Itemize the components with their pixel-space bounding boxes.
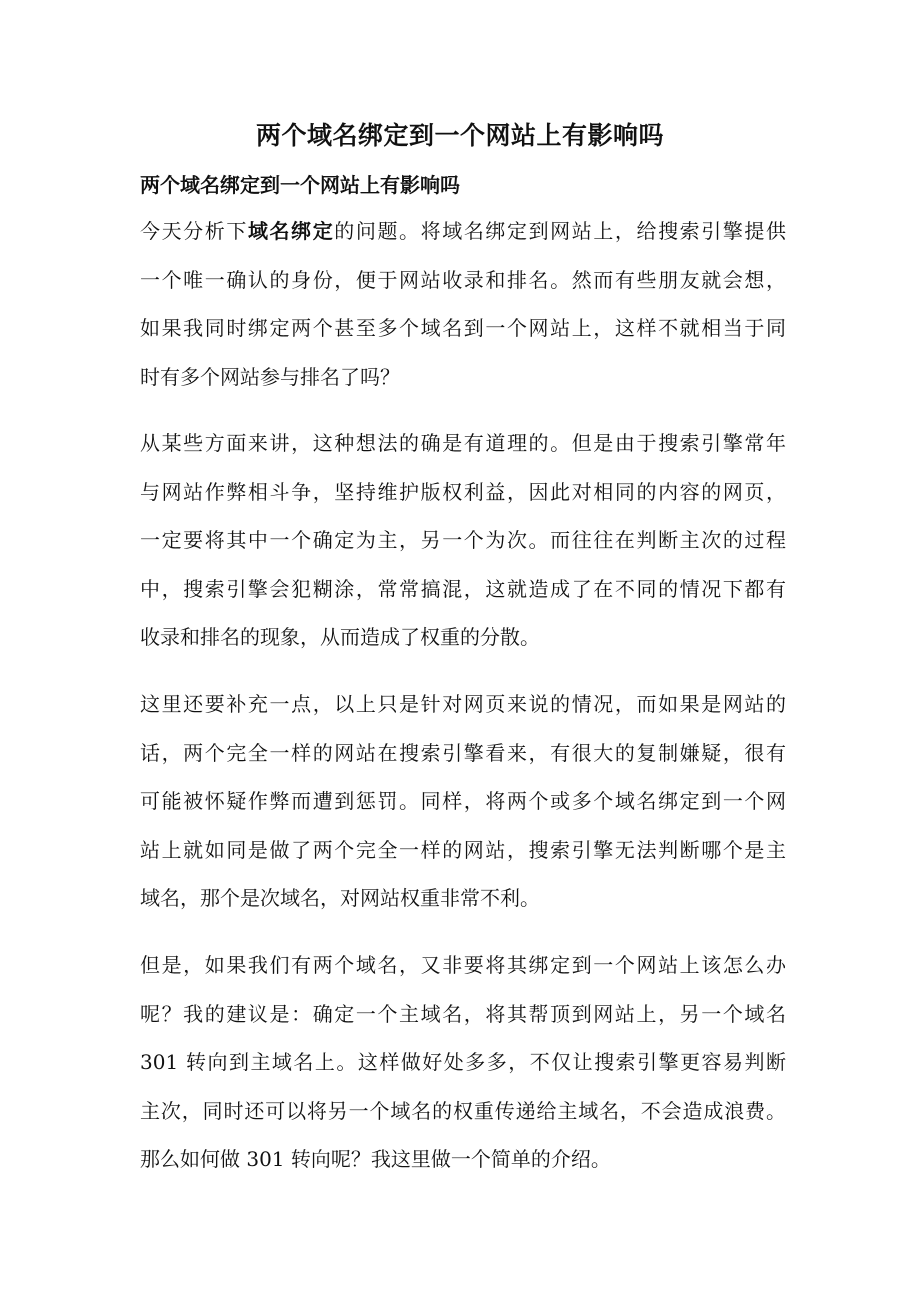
paragraph-line: 这里还要补充一点，以上只是针对网页来说的情况，而如果是网站的 <box>140 692 786 716</box>
bold-keyword: 域名绑定 <box>247 219 335 243</box>
paragraph-line: 主次，同时还可以将另一个域名的权重传递给主域名，不会造成浪费。 <box>140 1098 786 1123</box>
section-heading: 两个域名绑定到一个网站上有影响吗 <box>140 173 460 197</box>
paragraph-line: 域名，那个是次域名，对网站权重非常不利。 <box>140 886 540 911</box>
paragraph-line: 呢？我的建议是：确定一个主域名，将其帮顶到网站上，另一个域名 <box>140 1001 786 1026</box>
paragraph-4 <box>140 941 786 1184</box>
paragraph-line: 从某些方面来讲，这种想法的确是有道理的。但是由于搜索引擎常年 <box>140 431 786 455</box>
paragraph-line: 与网站作弊相斗争，坚持维护版权利益，因此对相同的内容的网页， <box>140 479 786 504</box>
paragraph-2 <box>140 419 786 662</box>
paragraph-line: 站上就如同是做了两个完全一样的网站，搜索引擎无法判断哪个是主 <box>140 837 786 862</box>
paragraph-line <box>140 207 786 256</box>
text-run: 的问题。将域名绑定到网站上，给搜索引擎提供 <box>334 219 787 243</box>
paragraph-line: 时有多个网站参与排名了吗？ <box>140 364 400 389</box>
paragraph-line: 那么如何做 301 转向呢？我这里做一个简单的介绍。 <box>140 1147 611 1172</box>
paragraph-line: 中，搜索引擎会犯糊涂，常常搞混，这就造成了在不同的情况下都有 <box>140 576 786 601</box>
paragraph-line: 但是，如果我们有两个域名，又非要将其绑定到一个网站上该怎么办 <box>140 953 786 977</box>
document-title: 两个域名绑定到一个网站上有影响吗 <box>255 121 664 150</box>
paragraph-line: 可能被怀疑作弊而遭到惩罚。同样，将两个或多个域名绑定到一个网 <box>140 789 786 814</box>
paragraph-line: 话，两个完全一样的网站在搜索引擎看来，有很大的复制嫌疑，很有 <box>140 740 786 765</box>
text-run: 今天分析下 <box>140 219 248 243</box>
paragraph-line: 一定要将其中一个确定为主，另一个为次。而往往在判断主次的过程 <box>140 528 786 553</box>
paragraph-line: 如果我同时绑定两个甚至多个域名到一个网站上，这样不就相当于同 <box>140 316 786 341</box>
paragraph-3 <box>140 680 786 923</box>
paragraph-line: 301 转向到主域名上。这样做好处多多，不仅让搜索引擎更容易判断 <box>140 1050 786 1075</box>
paragraph-1 <box>140 207 786 401</box>
paragraph-line: 收录和排名的现象，从而造成了权重的分散。 <box>140 625 540 650</box>
paragraph-line: 一个唯一确认的身份，便于网站收录和排名。然而有些朋友就会想， <box>140 267 786 292</box>
